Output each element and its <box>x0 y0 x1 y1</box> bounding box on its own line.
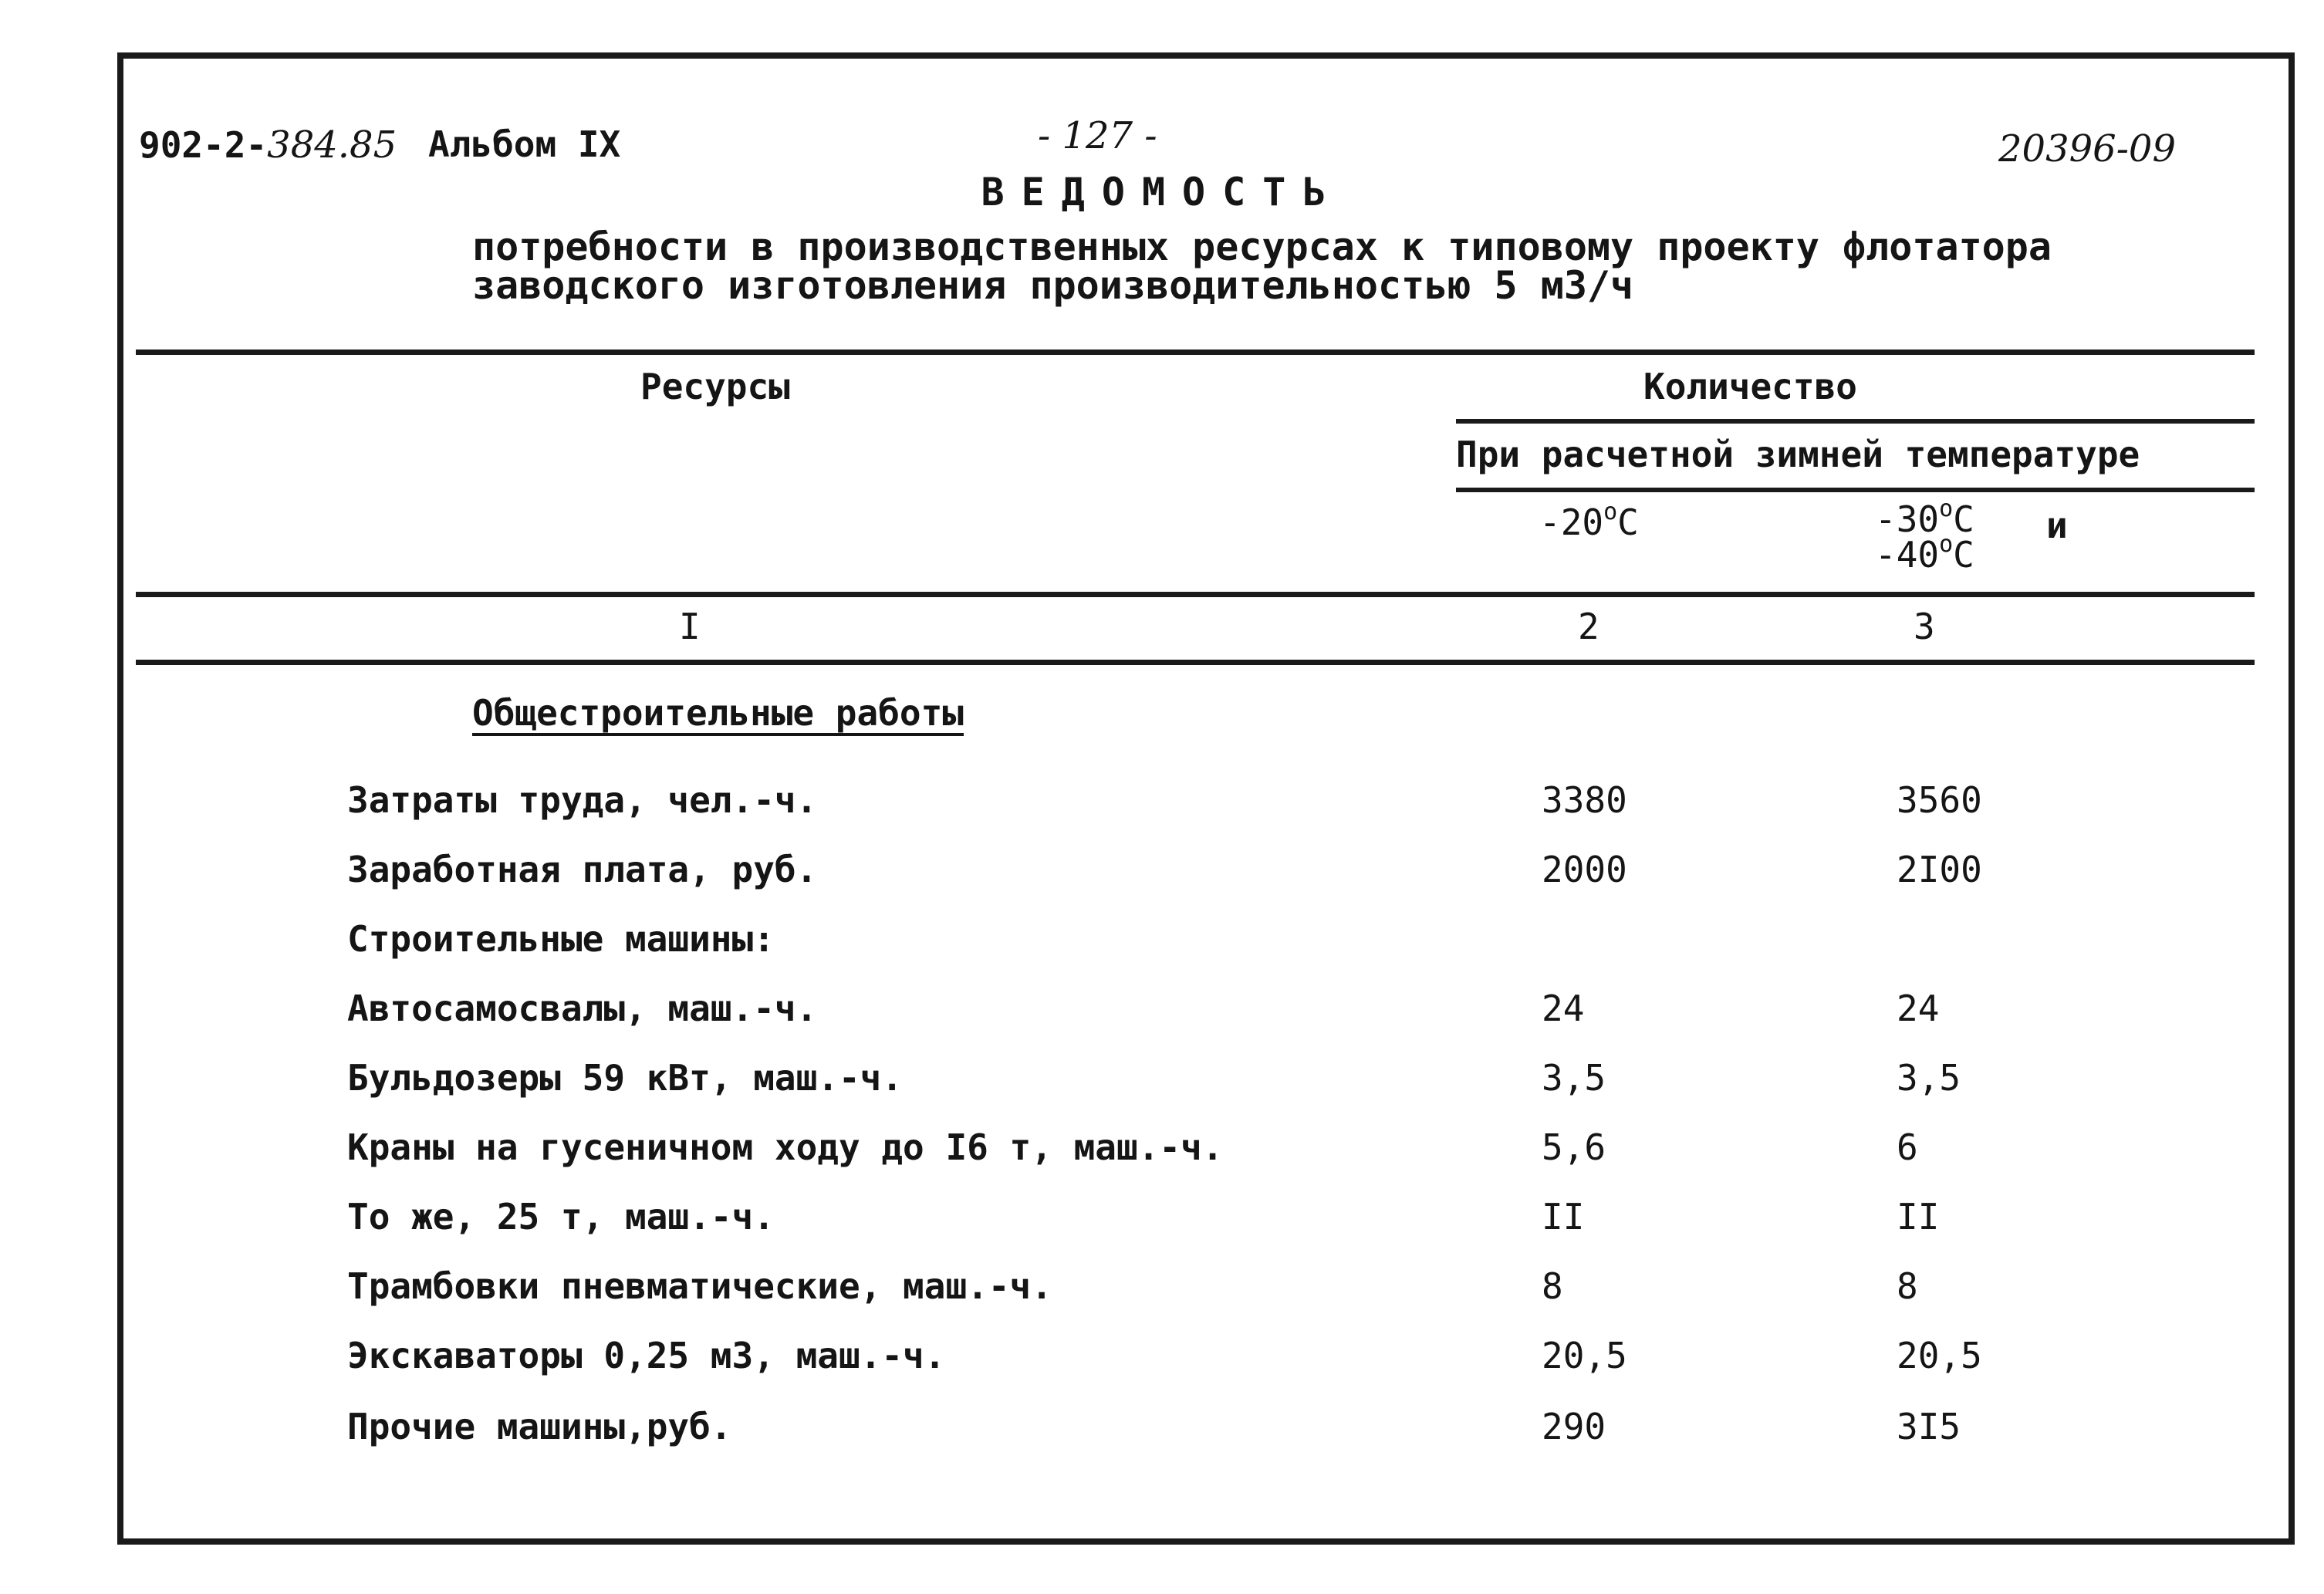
column-numbers-rule <box>136 660 2255 665</box>
table-row <box>0 988 2324 1042</box>
temp-b-bottom-value: -40 <box>1875 534 1940 576</box>
row-value-minus-30-40: II <box>1897 1196 1940 1238</box>
temp-b-top <box>1875 495 1974 540</box>
column-header-minus-20 <box>1539 498 1639 543</box>
temp-b-top-value: -30 <box>1875 498 1940 540</box>
row-value-minus-30-40: 3I5 <box>1897 1406 1961 1447</box>
table-row <box>0 1126 2324 1180</box>
table-row <box>0 1335 2324 1389</box>
project-code-printed: 902-2- <box>139 124 268 166</box>
project-code-handwritten: 384.85 <box>267 123 397 167</box>
quantity-rule <box>1456 419 2255 424</box>
document-number: 20396-09 <box>1998 127 2176 171</box>
table-row <box>0 779 2324 833</box>
column-header-resources: Ресурсы <box>640 366 790 407</box>
row-resource: Бульдозеры 59 кВт, маш.-ч. <box>347 1057 904 1099</box>
row-resource: Затраты труда, чел.-ч. <box>347 779 818 821</box>
degree-sign: o <box>1603 498 1618 525</box>
document-subtitle <box>472 225 2052 308</box>
temp-b-bottom <box>1875 531 1974 576</box>
row-value-minus-30-40: 3,5 <box>1897 1057 1961 1099</box>
row-resource: Автосамосвалы, маш.-ч. <box>347 988 818 1029</box>
row-value-minus-30-40: 24 <box>1897 988 1940 1029</box>
project-code <box>139 123 397 167</box>
table-row <box>0 1196 2324 1250</box>
column-number-3: 3 <box>1914 606 1935 647</box>
conjunction-and: и <box>2046 505 2068 546</box>
temp-a-value: -20 <box>1539 502 1604 543</box>
row-value-minus-20: 5,6 <box>1542 1126 1606 1168</box>
row-value-minus-20: 3380 <box>1542 779 1627 821</box>
row-resource: Экскаваторы 0,25 м3, маш.-ч. <box>347 1335 946 1376</box>
row-resource: Трамбовки пневматические, маш.-ч. <box>347 1265 1052 1307</box>
table-top-rule <box>136 350 2255 355</box>
celsius-unit: C <box>1953 534 1974 576</box>
row-value-minus-20: 3,5 <box>1542 1057 1606 1099</box>
subtitle-line-2: заводского изготовления производительностью 5 м3/ч <box>472 263 1634 308</box>
row-value-minus-20: 8 <box>1542 1265 1563 1307</box>
column-header-minus-30-40 <box>1875 495 1974 576</box>
page-number: - 127 - <box>1038 114 1157 157</box>
table-row <box>0 1406 2324 1460</box>
degree-sign: o <box>1939 531 1954 558</box>
celsius-unit: C <box>1953 498 1974 540</box>
header-bottom-rule <box>136 592 2255 597</box>
column-number-1: I <box>679 606 701 647</box>
document-title: ВЕДОМОСТЬ <box>981 170 1343 214</box>
row-value-minus-30-40: 20,5 <box>1897 1335 1982 1376</box>
row-value-minus-20: II <box>1542 1196 1585 1238</box>
table-row <box>0 1057 2324 1111</box>
table-row <box>0 849 2324 903</box>
row-resource: Заработная плата, руб. <box>347 849 818 890</box>
row-resource: Строительные машины: <box>347 918 775 960</box>
temperature-rule <box>1456 488 2255 492</box>
row-resource: Краны на гусеничном ходу до I6 т, маш.-ч. <box>347 1126 1224 1168</box>
row-value-minus-20: 20,5 <box>1542 1335 1627 1376</box>
subtitle-line-1: потребности в производственных ресурсах к типовому проекту флотатора <box>472 225 2052 269</box>
album-label: Альбом IX <box>428 123 621 165</box>
degree-sign: o <box>1939 495 1954 522</box>
column-header-temperature: При расчетной зимней температуре <box>1456 434 2140 475</box>
row-resource: Прочие машины,руб. <box>347 1406 732 1447</box>
column-number-2: 2 <box>1578 606 1599 647</box>
section-title: Общестроительные работы <box>472 692 964 734</box>
column-header-quantity: Количество <box>1643 366 1857 407</box>
row-value-minus-30-40: 8 <box>1897 1265 1918 1307</box>
row-resource: То же, 25 т, маш.-ч. <box>347 1196 775 1238</box>
table-row <box>0 918 2324 972</box>
row-value-minus-20: 290 <box>1542 1406 1606 1447</box>
row-value-minus-20: 24 <box>1542 988 1585 1029</box>
row-value-minus-30-40: 3560 <box>1897 779 1982 821</box>
row-value-minus-20: 2000 <box>1542 849 1627 890</box>
row-value-minus-30-40: 2I00 <box>1897 849 1982 890</box>
celsius-unit: C <box>1617 502 1639 543</box>
table-row <box>0 1265 2324 1319</box>
row-value-minus-30-40: 6 <box>1897 1126 1918 1168</box>
